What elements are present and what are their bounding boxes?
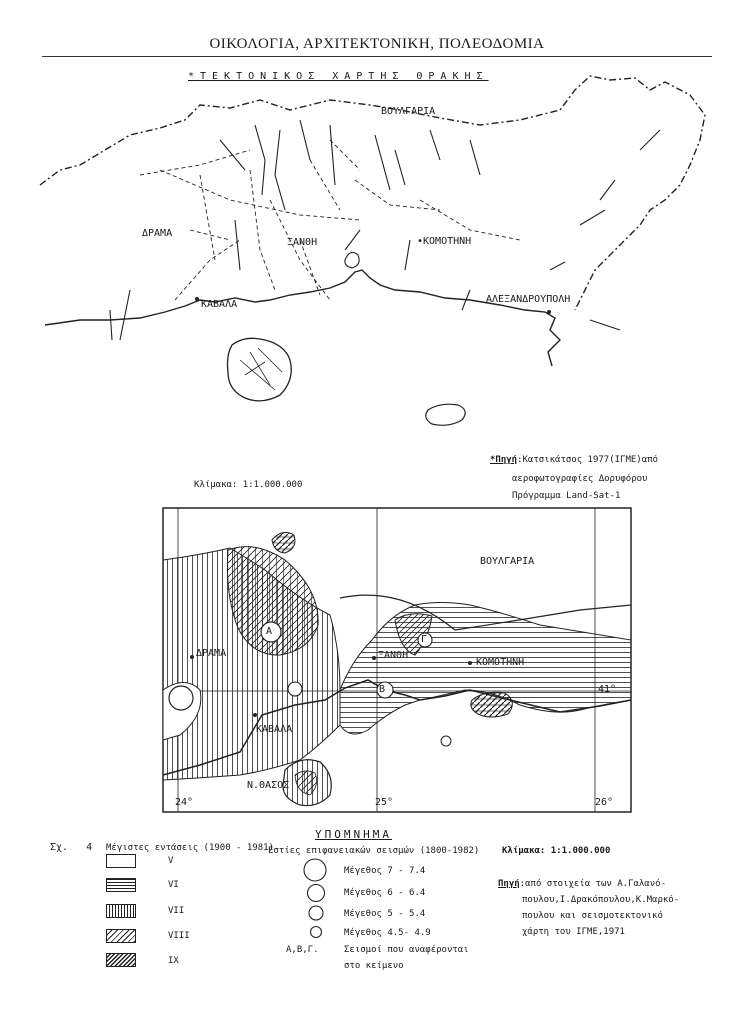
map2-label-lon26: 26°	[595, 797, 614, 808]
map2-label-b: Β	[379, 684, 386, 695]
map2-label-lat41: 41°	[598, 684, 617, 695]
map1-source-line-2: αεροφωτογραφίες Δορυφόρου	[512, 474, 648, 484]
map1-source-line-1	[490, 455, 658, 465]
tectonic-map-title: *ΤΕΚΤΟΝΙΚΟΣ ΧΑΡΤΗΣ ΘΡΑΚΗΣ	[188, 71, 489, 82]
legend-source-text-1: :από στοιχεία των Α.Γαλανό-	[519, 879, 666, 889]
legend-swatch-vi	[106, 878, 136, 892]
map2-label-thasos: Ν.ΘΑΣΟΣ	[247, 780, 290, 791]
legend-label-ix: IX	[168, 956, 179, 966]
map2-label-a: Α	[266, 626, 273, 637]
legend-swatch-viii	[106, 929, 136, 943]
page-header: ΟΙΚΟΛΟΓΙΑ, ΑΡΧΙΤΕΚΤΟΝΙΚΗ, ΠΟΛΕΟΔΟΜΙΑ	[209, 36, 545, 52]
legend-swatch-vii	[106, 904, 136, 918]
map1-label-kavala: ΚΑΒΑΛΑ	[201, 299, 238, 310]
legend-label-viii: VIII	[168, 931, 190, 941]
intensity-title: Μέγιστες εντάσεις (1900 - 1981)	[106, 843, 274, 853]
map2-label-xanthi: ΞΑΝΘΗ	[378, 650, 409, 661]
map1-label-alexandroupoli: ΑΛΕΞΑΝΔΡΟΥΠΟΛΗ	[486, 294, 571, 305]
map2-label-drama: ΔΡΑΜΑ	[196, 648, 227, 659]
legend-source-line-3: πουλου και σεισμοτεκτονικό	[522, 911, 663, 921]
map1-label-bulgaria: ΒΟΥΛΓΑΡΙΑ	[381, 106, 436, 117]
map2-label-g: Γ	[421, 634, 428, 645]
coastline	[45, 270, 560, 366]
figure-number: 4	[86, 842, 93, 853]
legend-source-line-4: χάρτη του ΙΓΜΕ,1971	[522, 927, 625, 937]
map2-label-komotini: ΚΟΜΟΤΗΝΗ	[476, 657, 525, 668]
legend-label-vi: VI	[168, 880, 179, 890]
map1-label-drama: ΔΡΑΜΑ	[142, 228, 173, 239]
legend-magnitude-5: Μέγεθος 5 - 5.4	[344, 909, 426, 919]
legend-abg-symbol: Α,Β,Γ.	[286, 945, 319, 955]
map1-source-line-3: Πρόγραμμα Land-Sat-1	[512, 491, 621, 501]
legend-magnitude-7: Μέγεθος 7 - 7.4	[344, 866, 426, 876]
legend-swatch-ix	[106, 953, 136, 967]
map2-label-kavala: ΚΑΒΑΛΑ	[256, 724, 293, 735]
legend-source-line-2: πουλου,Ι.Δρακόπουλου,Κ.Μαρκό-	[522, 895, 680, 905]
map1-label-komotini: •ΚΟΜΟΤΗΝΗ	[417, 236, 472, 247]
legend-source-line-1	[498, 879, 666, 889]
map1-source-text-1: :Κατσικάτσος 1977(ΙΓΜΕ)από	[517, 455, 658, 465]
legend-scale: Κλίμακα: 1:1.000.000	[502, 846, 611, 856]
map1-scale: Κλίμακα: 1:1.000.000	[194, 480, 303, 490]
legend-magnitude-4-5: Μέγεθος 4.5- 4.9	[344, 928, 431, 938]
figure-label	[50, 842, 92, 853]
legend-abg-text-2: στο κείμενο	[344, 961, 404, 971]
legend-swatch-v	[106, 854, 136, 868]
thasos-island	[228, 338, 292, 401]
legend-label-v: V	[168, 856, 174, 866]
legend-source-label: Πηγή	[498, 879, 520, 889]
map1-source-label: *Πηγή	[490, 455, 518, 465]
map2-label-bulgaria: ΒΟΥΛΓΑΡΙΑ	[480, 556, 535, 567]
samothraki-island	[426, 404, 465, 425]
legend-label-vii: VII	[168, 906, 185, 916]
legend-title: ΥΠΟΜΝΗΜΑ	[315, 828, 392, 841]
map2-label-lon24: 24°	[175, 797, 194, 808]
legend-abg-text-1: Σεισμοί που αναφέρονται	[344, 945, 469, 955]
epicenter-title: Εστίες επιφανειακών σεισμών (1800-1982)	[268, 846, 480, 856]
map1-label-xanthi: ΞΑΝΘΗ	[287, 237, 318, 248]
figure-label-text: Σχ.	[50, 842, 69, 853]
map2-label-lon25: 25°	[375, 797, 394, 808]
legend-magnitude-6: Μέγεθος 6 - 6.4	[344, 888, 426, 898]
